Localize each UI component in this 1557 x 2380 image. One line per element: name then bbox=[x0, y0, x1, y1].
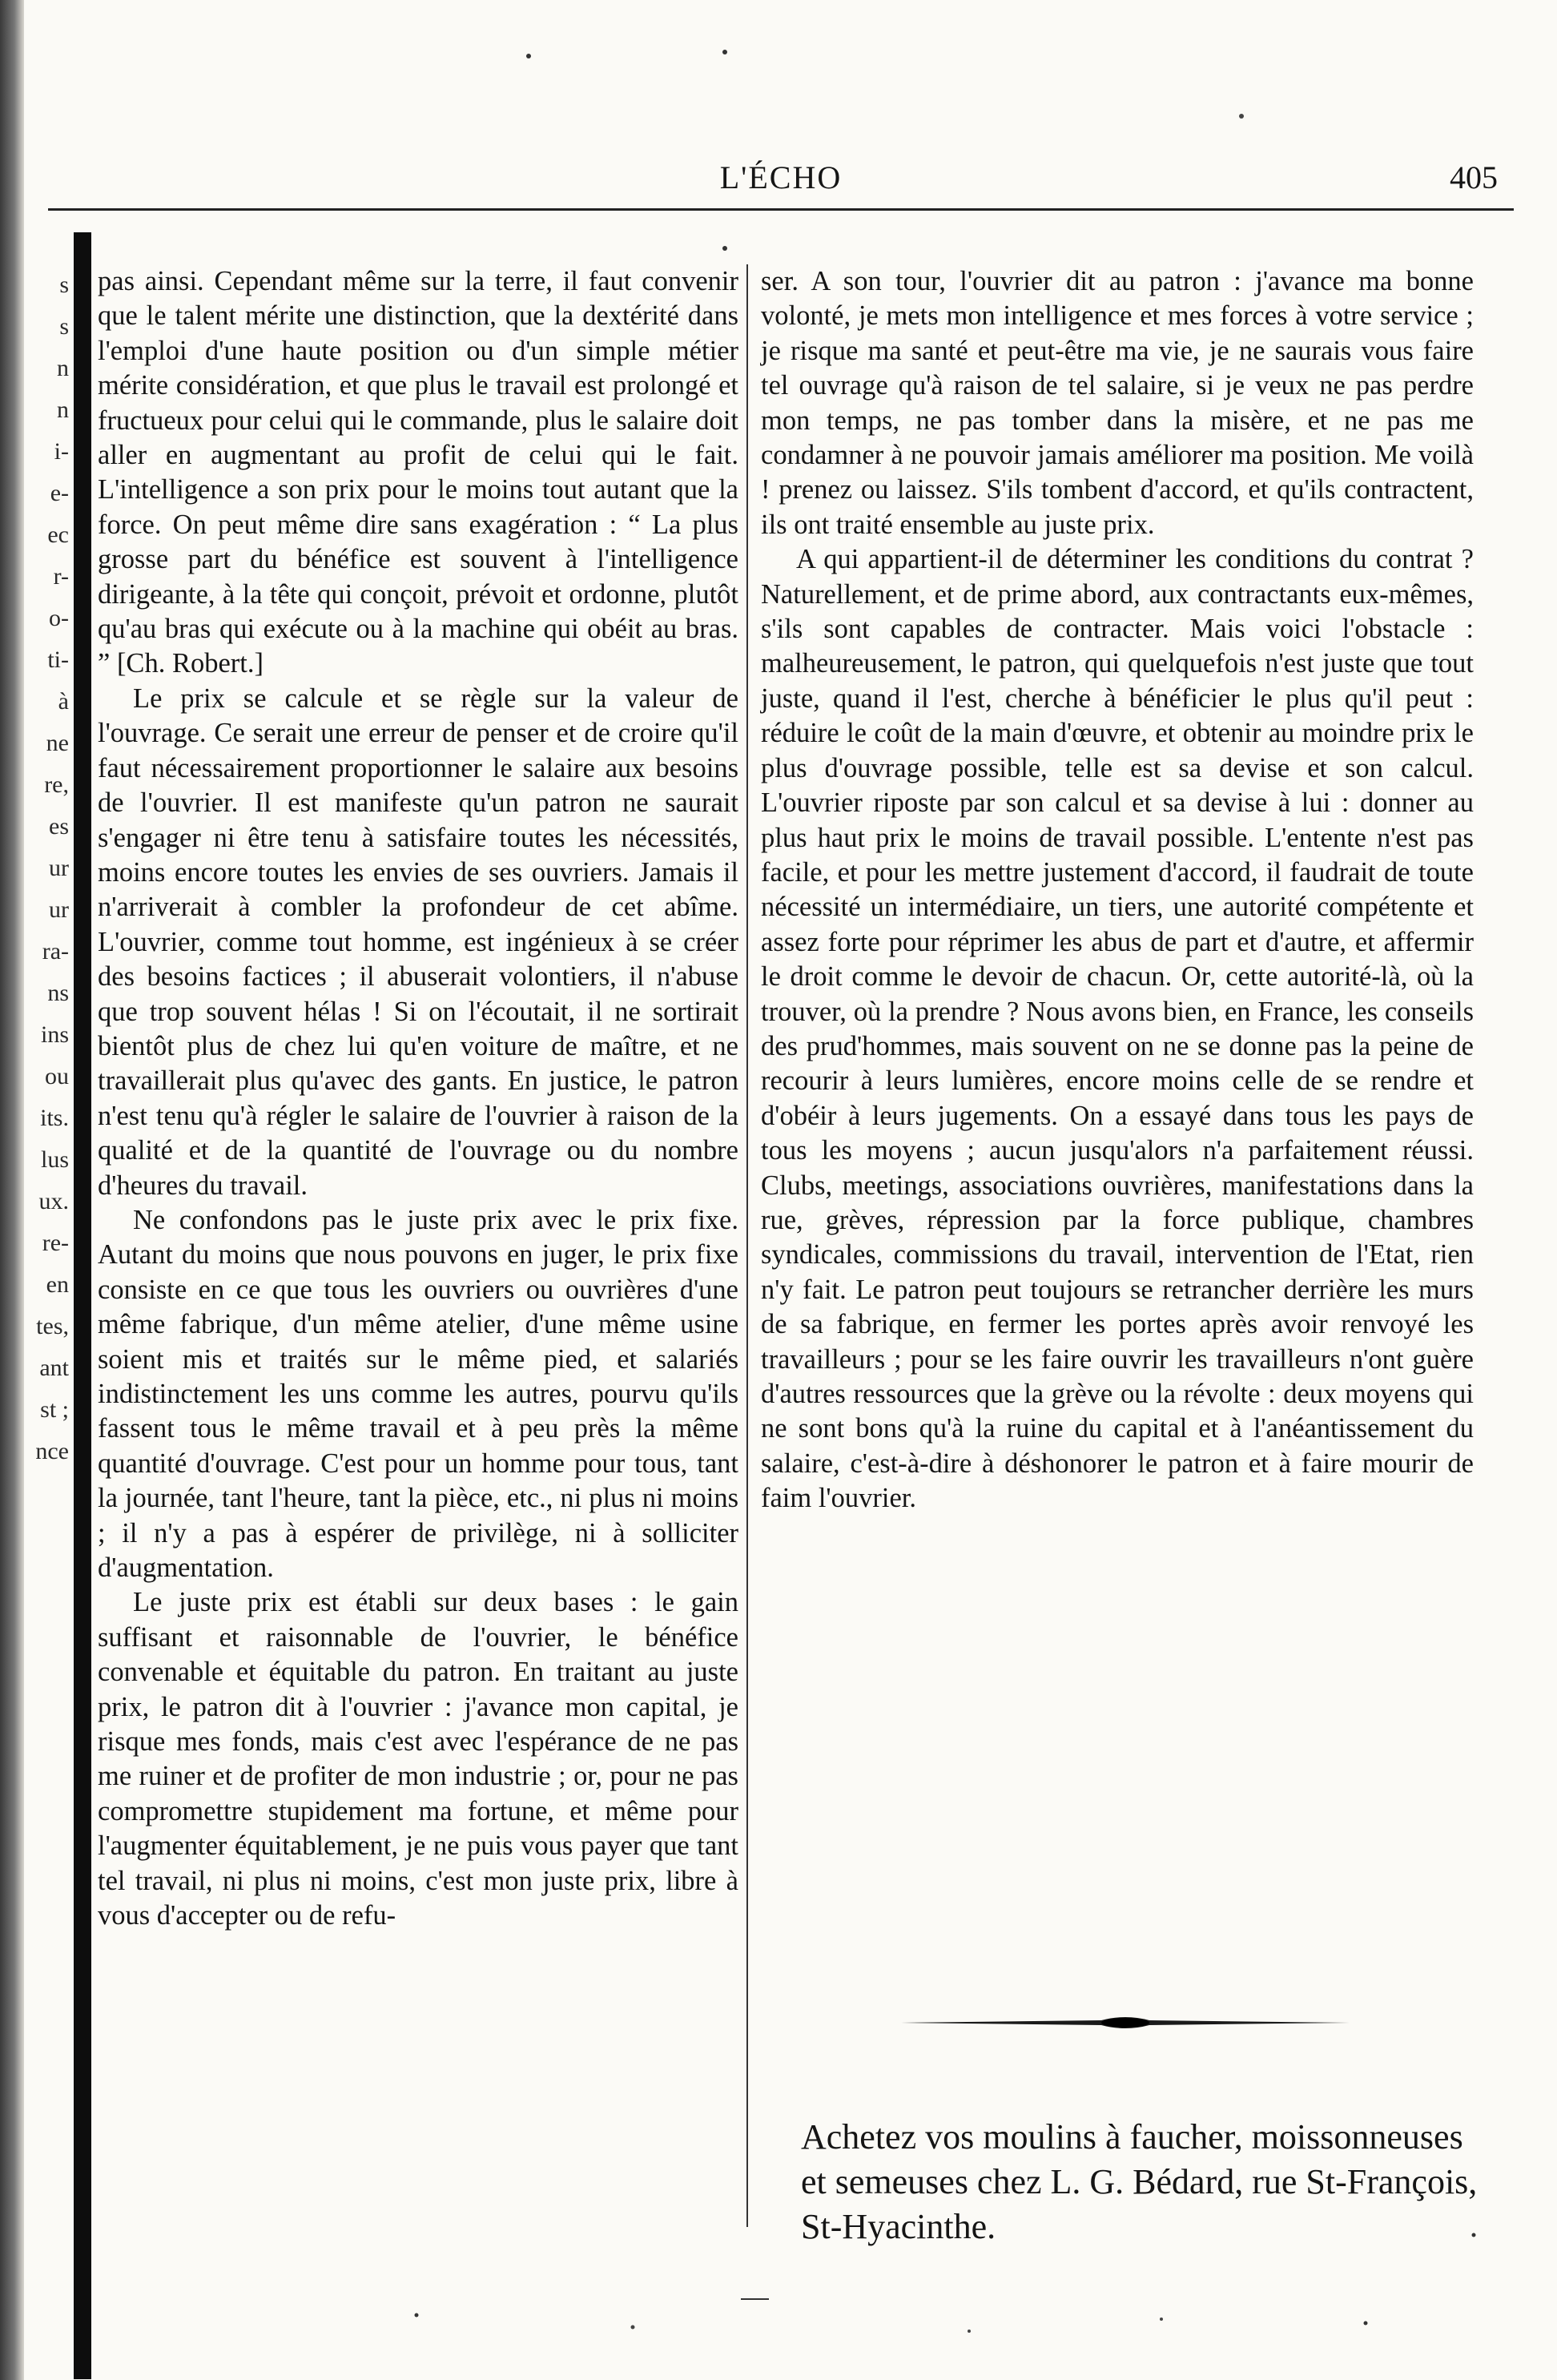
margin-fragment: lus bbox=[40, 1146, 69, 1173]
margin-fragment: ur bbox=[49, 855, 69, 881]
margin-fragment: ou bbox=[45, 1063, 69, 1089]
margin-fragment: à bbox=[58, 688, 69, 715]
margin-fragment: re, bbox=[44, 771, 69, 798]
margin-fragment: s bbox=[59, 313, 69, 340]
margin-fragment: es bbox=[49, 813, 69, 840]
page-number: 405 bbox=[1450, 159, 1498, 195]
margin-fragment: e- bbox=[50, 480, 69, 506]
margin-fragment: its. bbox=[40, 1105, 69, 1131]
paragraph: ser. A son tour, l'ouvrier dit au patron : j'avance ma bonne volonté, je mets mon intelligence et mes forces à votre service ; je risque ma santé et peut-être ma vie, je ne saurais vous faire tel ouvrage qu'à raison de tel salaire, si je veux ne pas perdre mon temps, ne pas tomber dans la misère, et ne pas me condamner à ne pouvoir jamais améliorer ma position. Me voilà ! prenez ou laissez. S'ils tombent d'accord, et qu'ils contractent, ils ont traité ensemble au juste prix. bbox=[761, 266, 1474, 540]
margin-fragment: tes, bbox=[36, 1313, 69, 1339]
margin-fragment: ti- bbox=[47, 646, 69, 673]
margin-fragment: ne bbox=[46, 730, 69, 756]
margin-fragment: ur bbox=[49, 896, 69, 923]
page-header bbox=[48, 152, 1514, 211]
margin-fragment: ins bbox=[40, 1021, 69, 1048]
margin-fragment: n bbox=[57, 355, 69, 381]
margin-fragment: ns bbox=[47, 980, 69, 1006]
column-divider bbox=[746, 264, 748, 2227]
margin-fragment: ra- bbox=[42, 938, 69, 964]
paragraph: Ne confondons pas le juste prix avec le prix fixe. Autant du moins que nous pouvons en juger, le prix fixe consiste en ce que tous les ouvriers ou ouvrières d'une même fabrique, d'un même atelier, d'une même usine soient mis et traités sur le même pied, et salariés indistinctement les uns comme les autres, pourvu qu'ils fassent tous le même travail et à peu près la même quantité d'ouvrage. C'est pour un homme pour tous, tant la journée, tant l'heure, tant la pièce, etc., ni plus ni moins ; il n'y a pas à espérer de privilège, ni à solliciter d'augmentation. bbox=[98, 1204, 738, 1584]
margin-fragment: st ; bbox=[40, 1396, 69, 1423]
ornamental-divider bbox=[901, 2011, 1350, 2035]
paragraph: Le prix se calcule et se règle sur la valeur de l'ouvrage. Ce serait une erreur de penser et de croire qu'il faut nécessairement proportionner le salaire aux besoins de l'ouvrier. Il est manifeste qu'un patron ne saurait s'engager ni être tenu à satisfaire toutes les nécessités, moins encore toutes les envies de ses ouvriers. Jamais il n'arriverait à combler la profondeur de cet abîme. L'ouvrier, comme tout homme, est ingénieux à se créer des besoins factices ; il abuserait volontiers, il n'abuse que trop souvent hélas ! Si on l'écoutait, il ne sortirait bientôt plus de chez lui qu'en voiture de maître, et ne travaillerait plus qu'avec des gants. En justice, le patron n'est tenu qu'à régler le salaire de l'ouvrier à raison de la qualité et de la quantité de l'ouvrage ou du nombre d'heures du travail. bbox=[98, 683, 738, 1201]
book-spine-edge bbox=[74, 232, 91, 2379]
adjacent-page-margin bbox=[0, 264, 74, 1464]
margin-fragment: ant bbox=[39, 1355, 69, 1381]
margin-fragment: nce bbox=[35, 1438, 69, 1464]
margin-fragment: n bbox=[57, 397, 69, 423]
margin-fragment: ec bbox=[47, 522, 69, 548]
advertisement-text: Achetez vos moulins à faucher, moissonneuses et semeuses chez L. G. Bédard, rue St-François, St-Hyacinthe. bbox=[801, 2117, 1478, 2246]
paragraph: Le juste prix est établi sur deux bases : le gain suffisant et raisonnable de l'ouvrier, le bénéfice convenable et équitable du patron. En traitant au juste prix, le patron dit à l'ouvrier : j'avance mon capital, je risque mes fonds, mais c'est avec l'espérance de ne pas me ruiner et de profiter de mon industrie ; or, pour ne pas compromettre stupidement ma fortune, et même pour l'augmenter équitablement, je ne puis vous payer que tant tel travail, ni plus ni moins, c'est mon juste prix, libre à vous d'accepter ou de refu- bbox=[98, 1587, 738, 1931]
margin-fragment: o- bbox=[49, 605, 69, 631]
paragraph: A qui appartient-il de déterminer les conditions du contrat ? Naturellement, et de prime abord, aux contractants eux-mêmes, s'ils sont capables de contracter. Mais voici l'obstacle : malheureusement, le patron, qui quelquefois n'est juste que tout juste, quand il l'est, cherche à bénéficier le plus qu'il peut : réduire le coût de la main d'œuvre, et obtenir au moindre prix le plus d'ouvrage possible, telle est sa devise et son calcul. L'ouvrier riposte par son calcul et sa devise à lui : donner au plus haut prix le moins de travail possible. L'entente n'est pas facile, et pour les mettre justement d'accord, il faudrait de toute nécessité un intermédiaire, un tiers, une autorité compétente et assez forte pour réprimer les abus de part et d'autre, et affermir le droit comme le devoir de chacun. Or, cette autorité-là, où la trouver, où la prendre ? Nous avons bien, en France, les conseils des prud'hommes, mais souvent on ne se donne pas la peine de recourir à leurs lumières, encore moins celle de se rendre et d'obéir à leurs jugements. On a essayé dans tous les pays de tous les moyens ; aucun jusqu'alors n'a parfaitement réussi. Clubs, meetings, associations ouvrières, manifestations dans la rue, grèves, répression par la force publique, chambres syndicales, commissions du travail, intervention de l'Etat, rien n'y fait. Le patron peut toujours se retrancher derrière les murs de sa fabrique, en fermer les portes après avoir renvoyé les travailleurs ; pour se les faire ouvrir les travailleurs n'ont guère d'autres ressources que la grève ou la révolte : deux moyens qui ne sont bons qu'à la ruine du capital et à l'anéantissement du salaire, c'est-à-dire à déshonorer le patron et à faire mourir de faim l'ouvrier. bbox=[761, 544, 1474, 1514]
margin-fragment: r- bbox=[53, 563, 69, 590]
margin-fragment: ux. bbox=[38, 1188, 69, 1214]
margin-fragment: re- bbox=[42, 1230, 69, 1256]
margin-fragment: en bbox=[46, 1271, 69, 1298]
left-column bbox=[98, 264, 738, 1934]
running-title: L'ÉCHO bbox=[719, 159, 843, 195]
paragraph: pas ainsi. Cependant même sur la terre, il faut convenir que le talent mérite une distinction, que la dextérité dans l'emploi d'une haute position ou d'un simple métier mérite considération, et que plus le travail est prolongé et fructueux pour celui qui le commande, plus le salaire doit aller en augmentant au profit de celui qui le fait. L'intelligence a son prix pour le moins tout autant que la force. On peut même dire sans exagération : “ La plus grosse part du bénéfice est souvent à l'intelligence dirigeante, à la tête qui conçoit, prévoit et ordonne, plutôt qu'au bras qui exécute ou à la machine qui obéit au bras. ” [Ch. Robert.] bbox=[98, 266, 738, 679]
right-column bbox=[761, 264, 1474, 1516]
margin-fragment: i- bbox=[54, 438, 69, 465]
margin-fragment: s bbox=[59, 272, 69, 298]
advertisement bbox=[801, 2115, 1490, 2249]
